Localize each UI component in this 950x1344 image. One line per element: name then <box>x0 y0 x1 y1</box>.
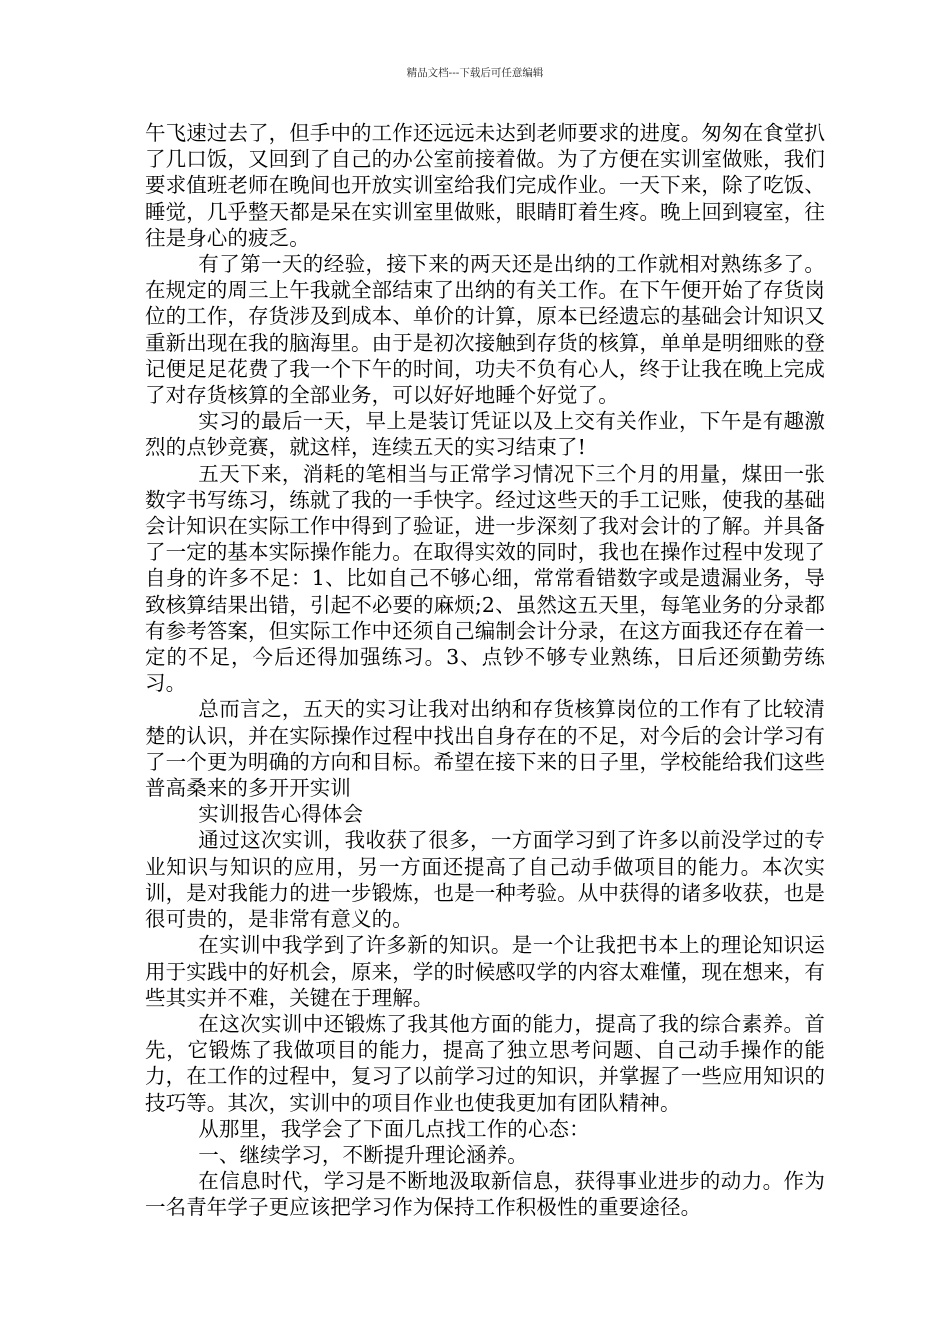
page-header: 精品文档---下载后可任意编辑 <box>406 67 544 79</box>
paragraph-10: 从那里，我学会了下面几点找工作的心态： <box>198 1116 590 1141</box>
paragraph-4: 五天下来，消耗的笔相当与正常学习情况下三个月的用量，煤田一张数字书写练习，练就了我的一手快字。经过这些天的手工记账，使我的基础会计知识在实际工作中得到了验证，进一步深刻了我对会计的了解。并具备了一定的基本实际操作能力。在取得实效的同时，我也在操作过程中发现了自身的许多不足：1、比如自己不够心细，常常看错数字或是遗漏业务，导致核算结果出错，引起不必要的麻烦;2、虽然这五天里，每笔业务的分录都有参考答案，但实际工作中还须自己编制会计分录，在这方面我还存在着一定的不足，今后还得加强练习。3、点钞不够专业熟练，日后还须勤劳练习。 <box>145 461 825 696</box>
paragraph-5: 总而言之，五天的实习让我对出纳和存货核算岗位的工作有了比较清楚的认识，并在实际操作过程中找出自身存在的不足，对今后的会计学习有了一个更为明确的方向和目标。希望在接下来的日子里，学校能给我们这些普高桑来的多开开实训 <box>145 697 825 801</box>
paragraph-12: 在信息时代，学习是不断地汲取新信息，获得事业进步的动力。作为一名青年学子更应该把学习作为保持工作积极性的重要途径。 <box>145 1169 825 1220</box>
paragraph-2: 有了第一天的经验，接下来的两天还是出纳的工作就相对熟练多了。在规定的周三上午我就全部结束了出纳的有关工作。在下午便开始了存货岗位的工作，存货涉及到成本、单价的计算，原本已经遗忘的基础会计知识又重新出现在我的脑海里。由于是初次接触到存货的核算，单单是明细账的登记便足足花费了我一个下午的时间，功夫不负有心人，终于让我在晚上完成了对存货核算的全部业务，可以好好地睡个好觉了。 <box>145 252 825 408</box>
section-heading: 实训报告心得体会 <box>198 802 364 827</box>
paragraph-1: 午飞速过去了，但手中的工作还远远未达到老师要求的进度。匆匆在食堂扒了几口饭，又回到了自己的办公室前接着做。为了方便在实训室做账，我们要求值班老师在晚间也开放实训室给我们完成作业。一天下来，除了吃饭、睡觉，几乎整天都是呆在实训室里做账，眼睛盯着生疼。晚上回到寝室，往往是身心的疲乏。 <box>145 121 825 250</box>
paragraph-3: 实习的最后一天，早上是装订凭证以及上交有关作业，下午是有趣激烈的点钞竞赛，就这样，连续五天的实习结束了! <box>145 409 825 460</box>
list-item-1: 一、继续学习，不断提升理论涵养。 <box>198 1142 528 1167</box>
paragraph-7: 通过这次实训，我收获了很多，一方面学习到了许多以前没学过的专业知识与知识的应用，另一方面还提高了自己动手做项目的能力。本次实训，是对我能力的进一步锻炼，也是一种考验。从中获得的诸多收获，也是很可贵的，是非常有意义的。 <box>145 828 825 932</box>
paragraph-8: 在实训中我学到了许多新的知识。是一个让我把书本上的理论知识运用于实践中的好机会，原来，学的时候感叹学的内容太难懂，现在想来，有些其实并不难，关键在于理解。 <box>145 933 825 1010</box>
document-body <box>145 120 825 1221</box>
paragraph-9: 在这次实训中还锻炼了我其他方面的能力，提高了我的综合素养。首先，它锻炼了我做项目的能力，提高了独立思考问题、自己动手操作的能力，在工作的过程中，复习了以前学习过的知识，并掌握了一些应用知识的技巧等。其次，实训中的项目作业也使我更加有团队精神。 <box>145 1011 825 1115</box>
